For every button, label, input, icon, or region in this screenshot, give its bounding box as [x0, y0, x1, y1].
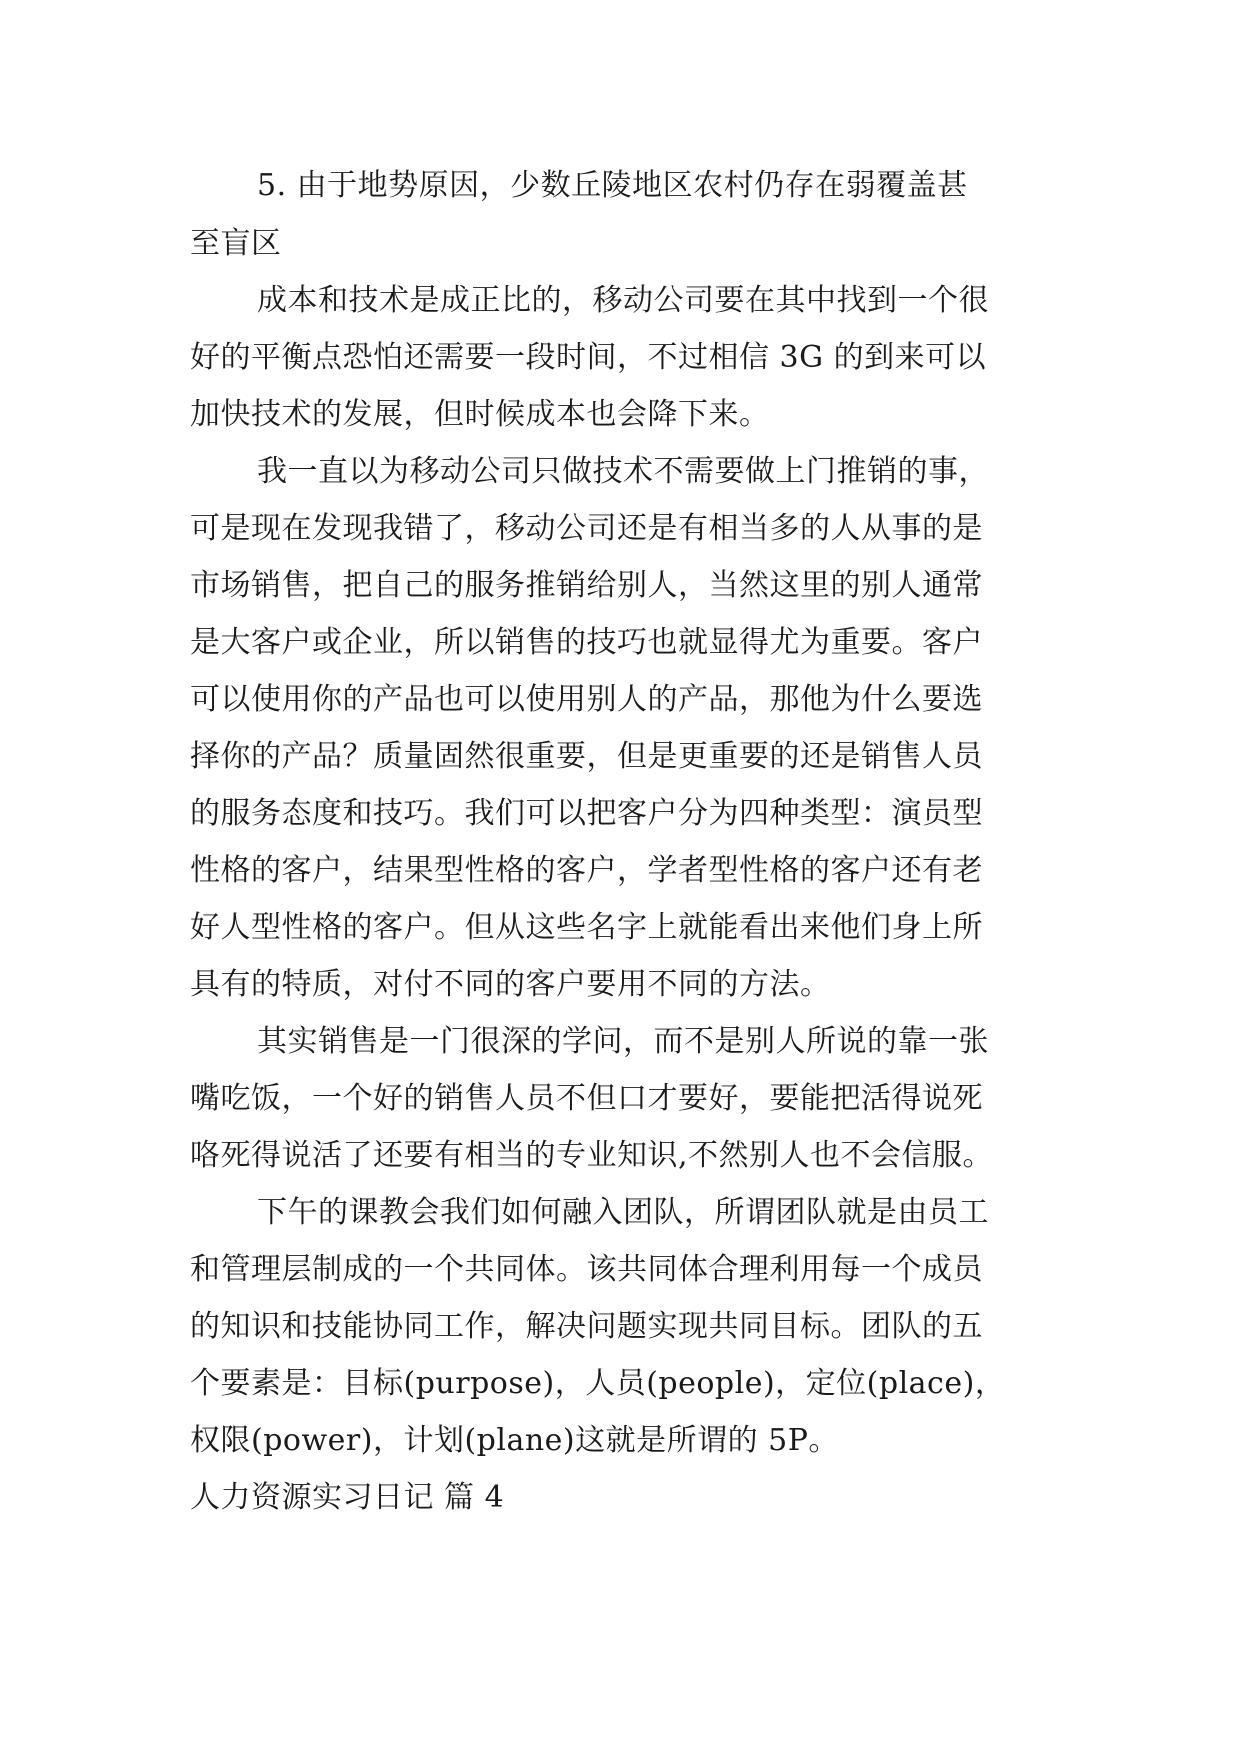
- text-line: 市场销售，把自己的服务推销给别人，当然这里的别人通常: [190, 568, 983, 603]
- text-line: 5. 由于地势原因，少数丘陵地区农村仍存在弱覆盖甚: [257, 168, 968, 203]
- text-line: 的服务态度和技巧。我们可以把客户分为四种类型：演员型: [190, 796, 983, 831]
- text-line: 性格的客户，结果型性格的客户，学者型性格的客户还有老: [190, 853, 983, 888]
- text-line: 是大客户或企业，所以销售的技巧也就显得尤为重要。客户: [190, 625, 983, 660]
- section-heading: 人力资源实习日记 篇 4: [190, 1480, 505, 1515]
- text-line: 加快技术的发展，但时候成本也会降下来。: [190, 397, 770, 432]
- text-line: 我一直以为移动公司只做技术不需要做上门推销的事，: [257, 454, 989, 489]
- text-line: 下午的课教会我们如何融入团队，所谓团队就是由员工: [257, 1195, 989, 1230]
- text-line: 成本和技术是成正比的，移动公司要在其中找到一个很: [257, 283, 989, 318]
- text-line: 权限(power)，计划(plane)这就是所谓的 5P。: [190, 1423, 839, 1458]
- text-line: 可以使用你的产品也可以使用别人的产品，那他为什么要选: [190, 682, 983, 717]
- text-line: 咯死得说活了还要有相当的专业知识,不然别人也不会信服。: [190, 1138, 994, 1173]
- text-line: 择你的产品？质量固然很重要，但是更重要的还是销售人员: [190, 739, 983, 774]
- text-line: 好的平衡点恐怕还需要一段时间，不过相信 3G 的到来可以: [190, 340, 987, 375]
- text-line: 的知识和技能协同工作，解决问题实现共同目标。团队的五: [190, 1309, 983, 1344]
- text-line: 至盲区: [190, 226, 282, 261]
- text-line: 其实销售是一门很深的学问，而不是别人所说的靠一张: [257, 1024, 989, 1059]
- text-line: 嘴吃饭，一个好的销售人员不但口才要好，要能把活得说死: [190, 1081, 983, 1116]
- text-line: 和管理层制成的一个共同体。该共同体合理利用每一个成员: [190, 1252, 983, 1287]
- text-line: 好人型性格的客户。但从这些名字上就能看出来他们身上所: [190, 910, 983, 945]
- text-line: 个要素是：目标(purpose)，人员(people)，定位(place)，: [190, 1366, 1006, 1401]
- text-line: 可是现在发现我错了，移动公司还是有相当多的人从事的是: [190, 511, 983, 546]
- text-line: 具有的特质，对付不同的客户要用不同的方法。: [190, 967, 831, 1002]
